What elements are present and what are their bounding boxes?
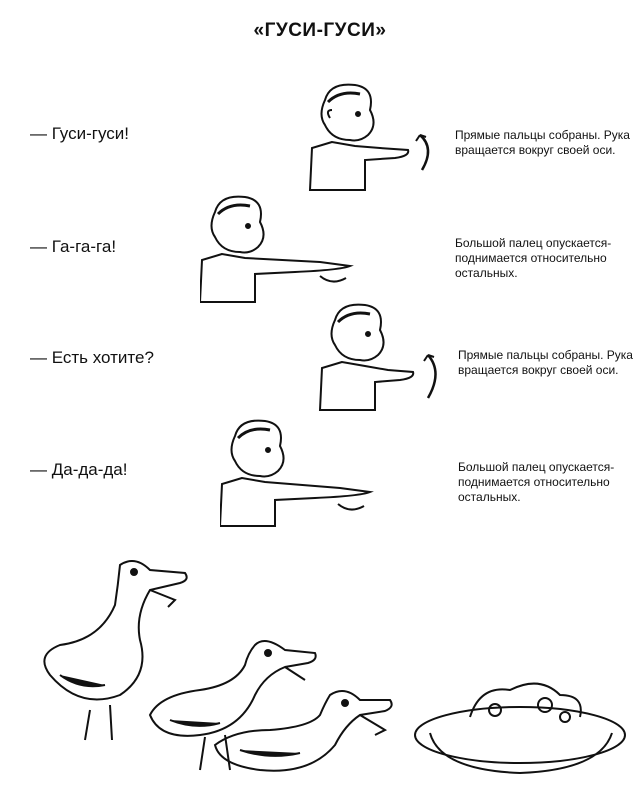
- child-rotating-hand-figure: [270, 80, 440, 192]
- phrase-4: — Да-да-да!: [30, 460, 128, 479]
- geese-and-bowl-illustration: [0, 545, 640, 785]
- phrase-3: — Есть хотите?: [30, 348, 154, 367]
- bowl-of-food: [415, 684, 625, 773]
- child-pointing-hand-figure-2: [220, 416, 390, 528]
- goose-3: [215, 691, 392, 771]
- child-pointing-hand-figure: [200, 192, 370, 304]
- phrase-2: — Га-га-га!: [30, 237, 117, 256]
- description-2: Большой палец опускается-поднимается относительно остальных.: [455, 236, 612, 280]
- goose-2: [150, 641, 316, 770]
- description-1: Прямые пальцы собраны. Рука вращается вокруг своей оси.: [455, 128, 630, 157]
- goose-1: [44, 561, 186, 740]
- description-4: Большой палец опускается-поднимается относительно остальных.: [458, 460, 615, 504]
- description-3: Прямые пальцы собраны. Рука вращается вокруг своей оси.: [458, 348, 633, 377]
- page-title: «ГУСИ-ГУСИ»: [253, 20, 387, 41]
- child-rotating-hand-figure-2: [280, 300, 450, 412]
- phrase-1: — Гуси-гуси!: [30, 124, 129, 143]
